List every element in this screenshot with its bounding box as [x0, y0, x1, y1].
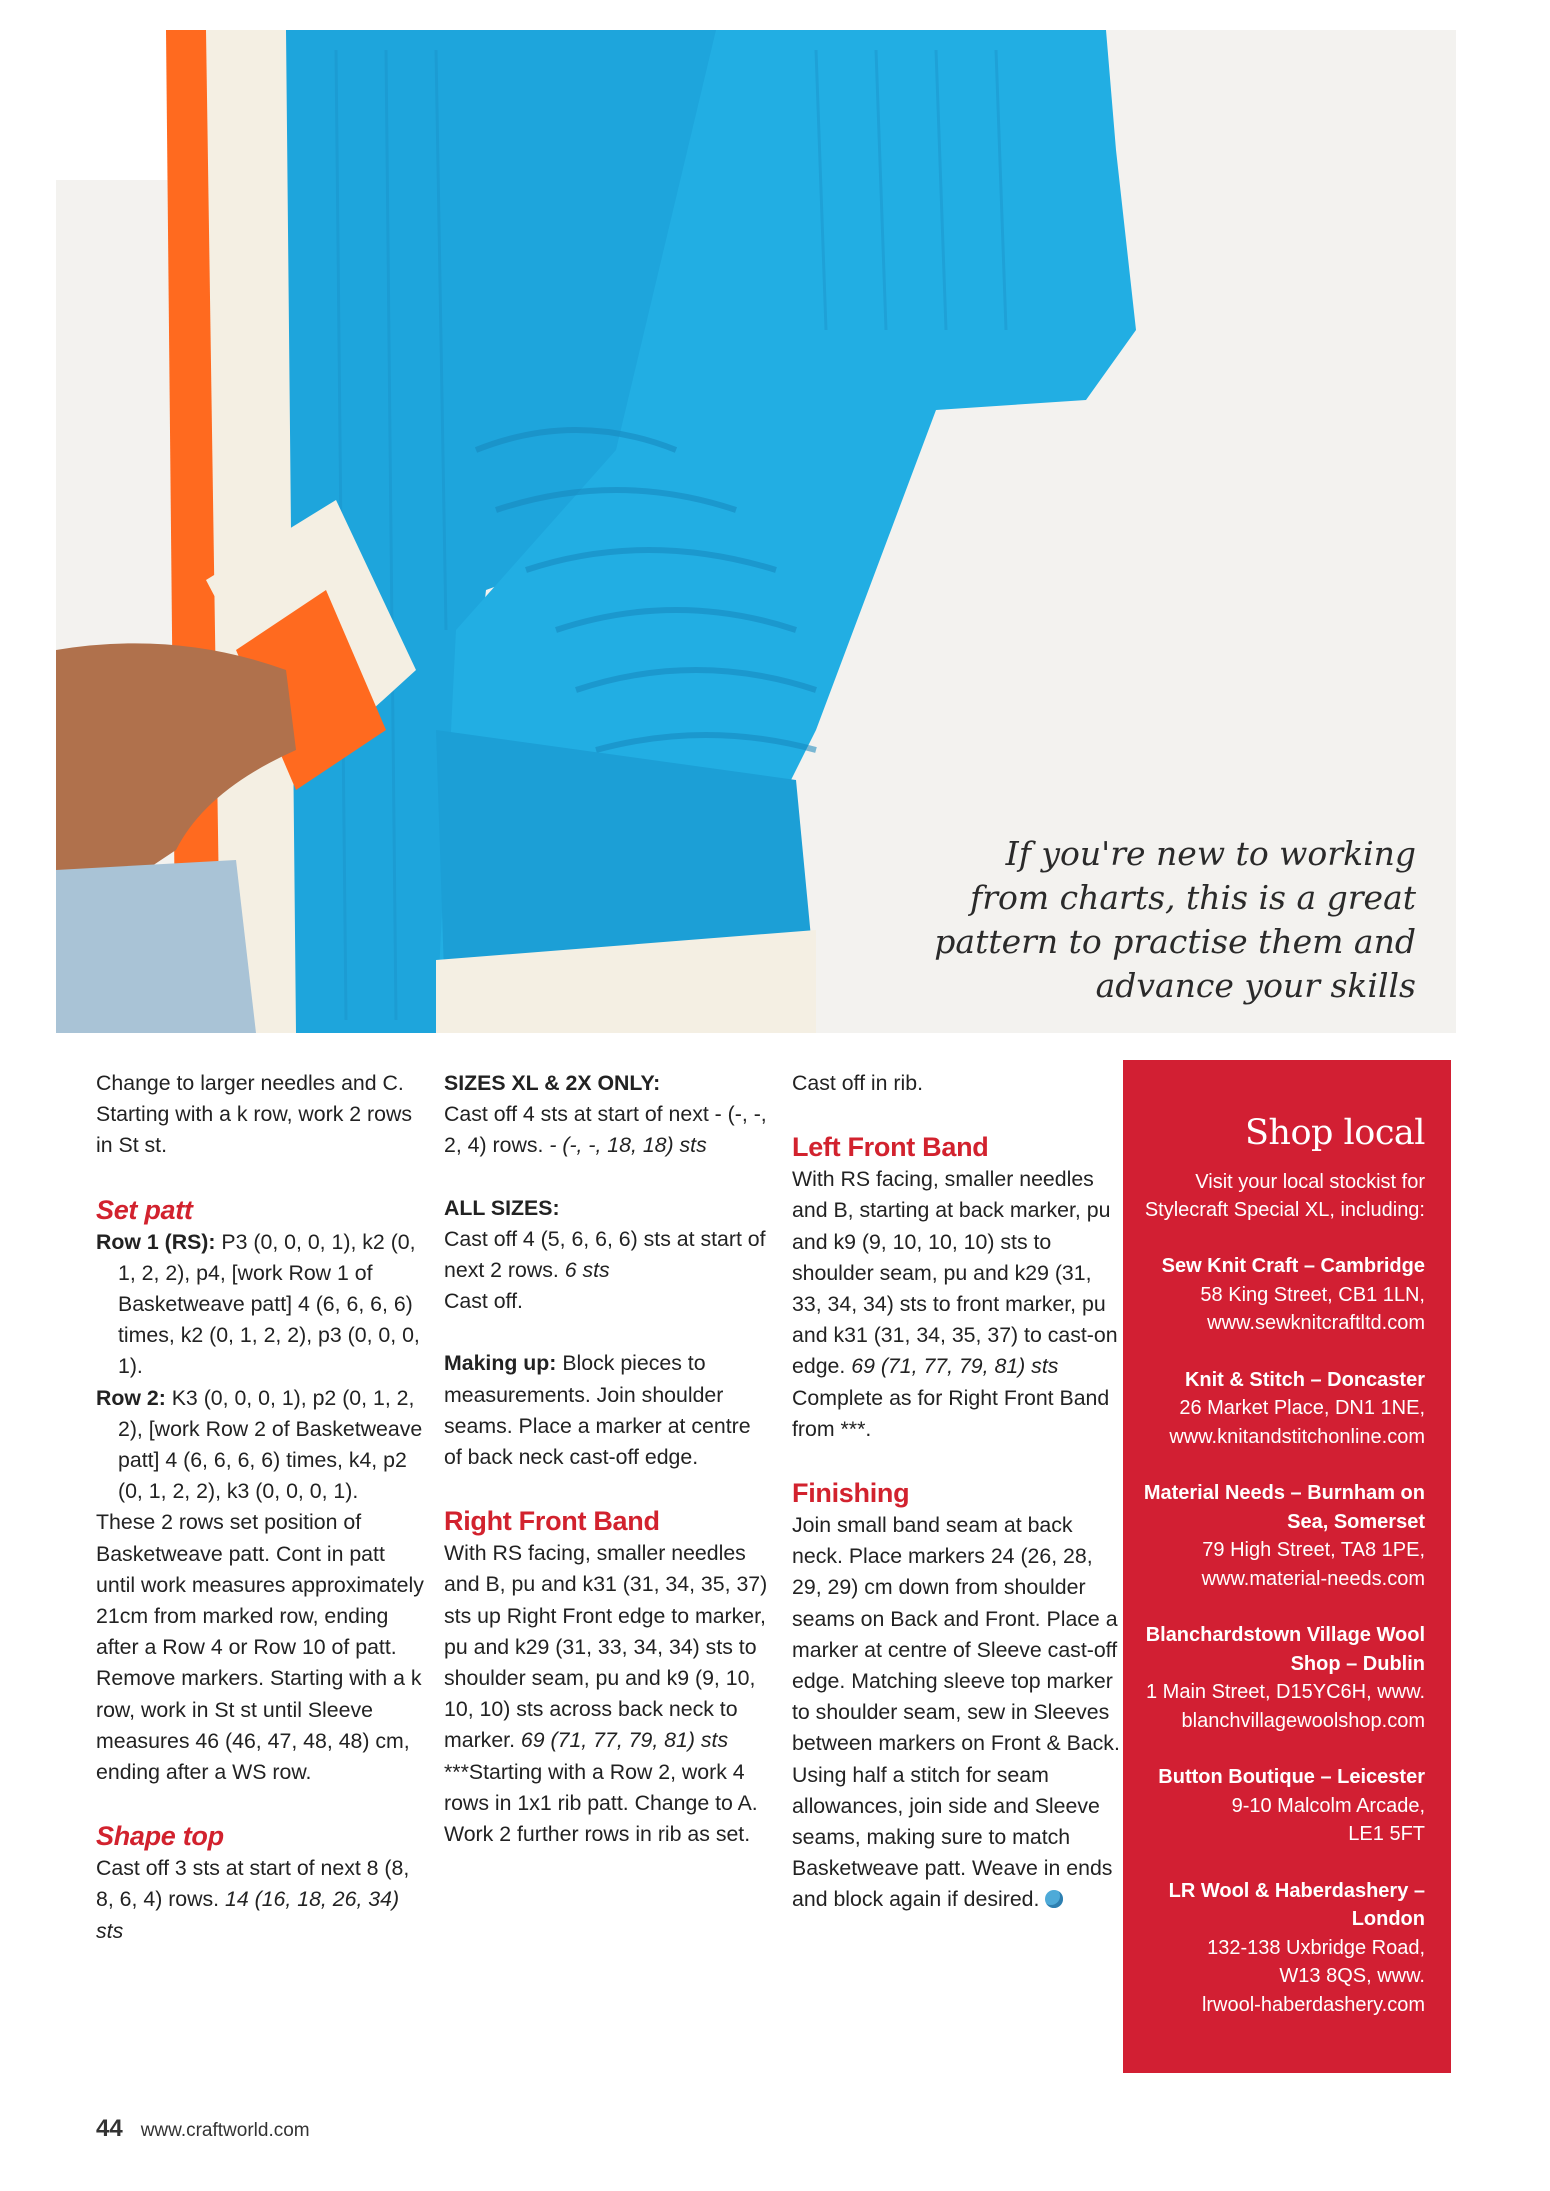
- heading-set-patt: Set patt: [96, 1194, 193, 1225]
- store-entry: [1143, 1479, 1425, 1593]
- all-sizes-block: [444, 1193, 774, 1318]
- store-website[interactable]: blanchvillagewoolshop.com: [1181, 1709, 1425, 1732]
- store-address: 132-138 Uxbridge Road,: [1207, 1936, 1425, 1959]
- store-website[interactable]: www.material-needs.com: [1201, 1567, 1425, 1590]
- sizes-xl-label: SIZES XL & 2X ONLY:: [444, 1071, 661, 1095]
- page-footer: [96, 2115, 310, 2143]
- caption-line: from charts, this is a great: [970, 878, 1416, 917]
- store-name: Blanchardstown Village Wool Shop – Dublin: [1145, 1624, 1425, 1675]
- right-band-text-2: ***Starting with a Row 2, work 4 rows in 1x1 rib patt. Change to A.: [444, 1759, 758, 1815]
- store-website[interactable]: lrwool-haberdashery.com: [1201, 1993, 1425, 2016]
- shape-top-text: [96, 1853, 426, 1947]
- row2-text: K3 (0, 0, 0, 1), p2 (0, 1, 2, 2), [work Row 2 of Basketweave patt] 4 (6, 6, 6, 6) times, k4, p2 (0, 1, 2, 2), k3 (0, 0, 0, 1).: [118, 1385, 423, 1504]
- row1-text: P3 (0, 0, 0, 1), k2 (0, 1, 2, 2), p4, [work Row 1 of Basketweave patt] 4 (6, 6, 6, 6) times, k2 (0, 1, 2, 2), p3 (0, 0, 0, 1).: [118, 1229, 420, 1379]
- shop-title: Shop local: [1244, 1113, 1425, 1153]
- heading-left-front-band: Left Front Band: [792, 1132, 989, 1163]
- store-address: 79 High Street, TA8 1PE,: [1202, 1539, 1425, 1561]
- row2-label: Row 2:: [96, 1385, 166, 1410]
- cast-off-rib: Cast off in rib.: [792, 1071, 923, 1095]
- finishing-text: [792, 1510, 1122, 1916]
- stitch-count: 69 (71, 77, 79, 81) sts: [520, 1728, 729, 1753]
- footer-website[interactable]: www.craftworld.com: [140, 2120, 310, 2141]
- making-up-block: [444, 1348, 774, 1473]
- right-band-text-3: Work 2 further rows in rib as set.: [444, 1822, 751, 1847]
- store-website[interactable]: www.sewknitcraftltd.com: [1207, 1312, 1425, 1334]
- set-patt-paragraph: These 2 rows set position of Basketweave patt. Cont in patt until work measures approximately 21cm from marked row, ending after a Row 4 or Row 10 of patt. Remove markers. Starting with a k row, work in St st until Sleeve measures 46 (46, 47, 48, 48) cm, ending after a WS row.: [96, 1510, 424, 1785]
- right-band-text: [444, 1538, 774, 1756]
- all-sizes-label: ALL SIZES:: [444, 1195, 560, 1220]
- hero-photo: [56, 30, 1456, 1033]
- yarn-ball-icon: [1045, 1890, 1063, 1908]
- caption-line: pattern to practise them and: [934, 922, 1416, 961]
- caption-line: If you're new to working: [1005, 834, 1416, 873]
- row2-instruction: [96, 1383, 426, 1508]
- finishing-instruction: Join small band seam at back neck. Place markers 24 (26, 28, 29, 29) cm down from shoulder seams on Back and Front. Place a marker at centre of Sleeve cast-off edge. Matching sleeve top marker to shoulder seam, sew in Sleeves between markers on Front & Back. Using half a stitch for seam allowances, join side and Sleeve seams, making sure to match Basketweave patt. Weave in ends and block again if desired.: [792, 1513, 1120, 1912]
- column-3: [792, 1068, 1122, 1916]
- photo-caption: [896, 832, 1416, 1008]
- page-number: 44: [96, 2115, 123, 2142]
- store-address: LE1 5FT: [1348, 1823, 1425, 1845]
- stitch-count: - (-, -, 18, 18) sts: [549, 1133, 707, 1158]
- heading-right-front-band: Right Front Band: [444, 1506, 660, 1537]
- intro-text-2: Starting with a k row, work 2 rows in St st.: [96, 1102, 413, 1158]
- sizes-xl-block: [444, 1068, 774, 1162]
- right-band-instruction: With RS facing, smaller needles and B, pu and k31 (31, 34, 35, 37) sts up Right Front edge to marker, pu and k29 (31, 33, 34, 34) sts to shoulder seam, pu and k9 (9, 10, 10, 10) sts across back neck to marker.: [444, 1541, 768, 1753]
- stitch-count: 14 (16, 18, 26, 34) sts: [96, 1887, 400, 1943]
- store-entry: [1143, 1252, 1425, 1338]
- store-entry: [1143, 1621, 1425, 1735]
- sizes-xl-text: Cast off 4 sts at start of next - (-, -, 2, 4) rows.: [444, 1102, 767, 1158]
- caption-line: advance your skills: [1095, 966, 1416, 1005]
- store-address: 1 Main Street, D15YC6H, www.: [1146, 1681, 1425, 1703]
- store-name: Sew Knit Craft – Cambridge: [1161, 1255, 1425, 1277]
- store-name: Knit & Stitch – Doncaster: [1184, 1368, 1425, 1391]
- store-address: 9-10 Malcolm Arcade,: [1231, 1794, 1425, 1817]
- making-up-label: Making up:: [444, 1351, 557, 1376]
- stitch-count: 69 (71, 77, 79, 81) sts: [851, 1354, 1059, 1379]
- store-address: 58 King Street, CB1 1LN,: [1200, 1283, 1425, 1306]
- store-entry: [1143, 1763, 1425, 1849]
- store-address: W13 8QS, www.: [1279, 1965, 1425, 1987]
- row1-instruction: [96, 1227, 426, 1383]
- column-2: [444, 1068, 774, 1850]
- store-name: Button Boutique – Leicester: [1158, 1766, 1425, 1788]
- stitch-count: 6 sts: [564, 1258, 610, 1283]
- cast-off-text: Cast off.: [444, 1289, 523, 1314]
- shop-intro: Visit your local stockist for Stylecraft Special XL, including:: [1144, 1171, 1425, 1221]
- store-entry: [1143, 1877, 1425, 2020]
- making-up-text: Block pieces to measurements. Join shoulder seams. Place a marker at centre of back neck cast-off edge.: [444, 1351, 751, 1470]
- column-1: [96, 1068, 426, 1947]
- row1-label: Row 1 (RS):: [96, 1229, 216, 1254]
- store-name: Material Needs – Burnham on Sea, Somerset: [1143, 1482, 1425, 1533]
- store-website[interactable]: www.knitandstitchonline.com: [1169, 1425, 1425, 1448]
- left-band-text: [792, 1164, 1122, 1382]
- left-band-instruction: With RS facing, smaller needles and B, starting at back marker, pu and k9 (9, 10, 10, 10) sts to shoulder seam, pu and k29 (31, 33, 34, 34) sts to front marker, pu and k31 (31, 34, 35, 37) to cast-on edge.: [792, 1167, 1118, 1379]
- shape-top-instruction: Cast off 3 sts at start of next 8 (8, 8, 6, 4) rows.: [96, 1856, 410, 1912]
- heading-finishing: Finishing: [792, 1478, 910, 1509]
- left-band-text-2: Complete as for Right Front Band from ***.: [792, 1385, 1110, 1441]
- store-name: LR Wool & Haberdashery – London: [1168, 1879, 1425, 1930]
- store-address: 26 Market Place, DN1 1NE,: [1179, 1397, 1425, 1419]
- intro-text-1: Change to larger needles and C.: [96, 1071, 404, 1095]
- all-sizes-text: Cast off 4 (5, 6, 6, 6) sts at start of next 2 rows.: [444, 1226, 766, 1283]
- heading-shape-top: Shape top: [96, 1821, 224, 1852]
- store-entry: [1143, 1366, 1425, 1452]
- shop-local-panel: [1123, 1060, 1451, 2073]
